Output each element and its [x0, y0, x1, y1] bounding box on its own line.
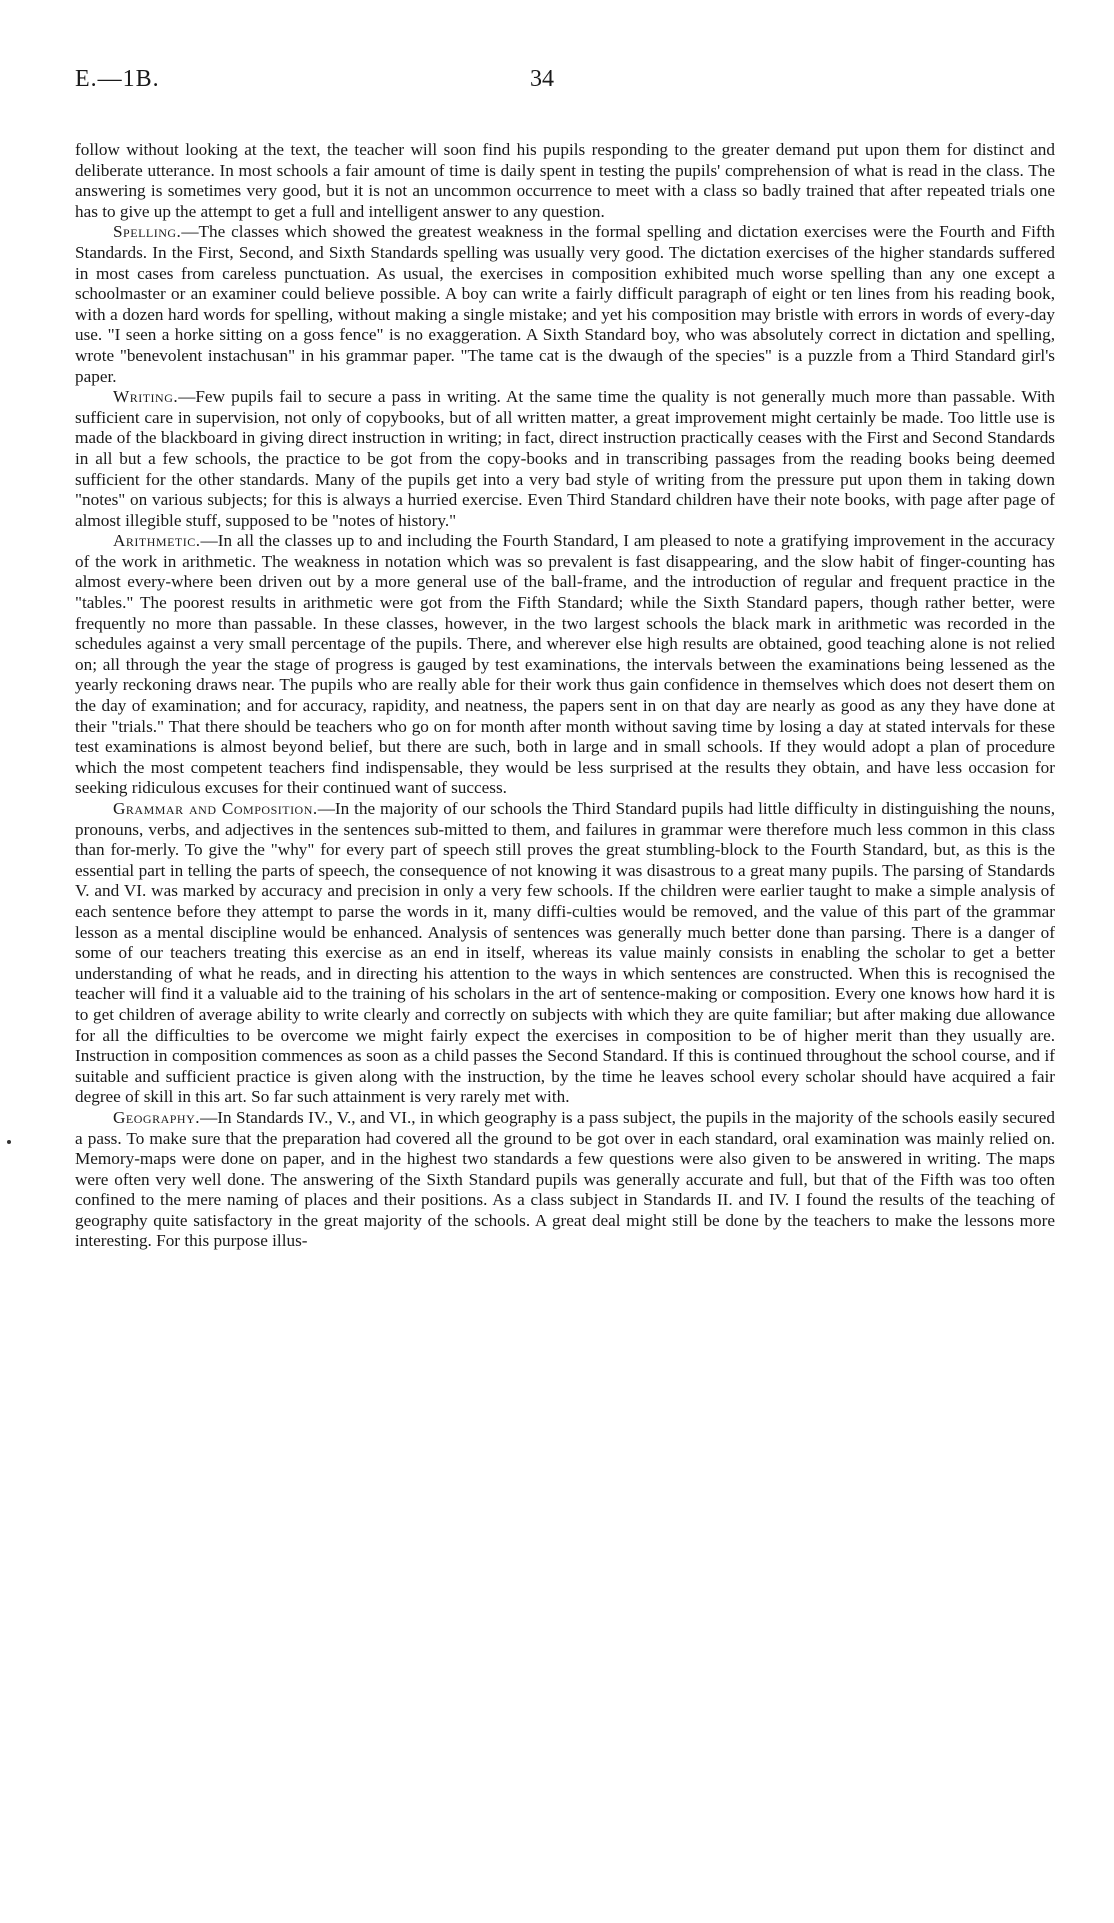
- section-heading-writing: Writing.: [113, 387, 179, 407]
- paragraph-spelling: [75, 222, 1055, 387]
- paragraph-grammar: [75, 799, 1055, 1108]
- section-heading-arithmetic: Arithmetic.: [113, 531, 201, 551]
- paragraph-text: follow without looking at the text, the teacher will soon find his pupils responding to the greater demand put upon them for distinct and deliberate utterance. In most schools a fair amount of time is daily spent in testing the pupils' comprehension of what is read in the class. The answering is sometimes very good, but it is not an uncommon occurrence to meet with a class so badly trained that after repeated trials one has to give up the attempt to get a full and intelligent answer to any question.: [75, 140, 1055, 221]
- paragraph-text: —Few pupils fail to secure a pass in writing. At the same time the quality is not generally much more than passable. With sufficient care in supervision, not only of copybooks, but of all written matter, a great improvement might certainly be made. Too little use is made of the blackboard in giving direct instruction in writing; in fact, direct instruction practically ceases with the First and Second Standards in all but a few schools, the practice to be got from the copy-books and in transcribing passages from the reading books being deemed sufficient for the other standards. Many of the pupils get into a very bad style of writing from the pressure put upon them in taking down "notes" on various subjects; for this is always a hurried exercise. Even Third Standard children have their note books, with page after page of almost illegible stuff, supposed to be "notes of history.": [75, 387, 1055, 530]
- page-body: [75, 140, 1055, 1252]
- margin-ink-dot: [7, 1140, 11, 1144]
- paragraph-geography: [75, 1108, 1055, 1252]
- paragraph-reading-continued: [75, 140, 1055, 222]
- series-code: E.—1B.: [75, 66, 160, 92]
- paragraph-text: —In all the classes up to and including the Fourth Standard, I am pleased to note a gratifying improvement in the accuracy of the work in arithmetic. The weakness in notation which was so prevalent is fast disappearing, and the slow habit of finger-counting has almost every-where been driven out by a more general use of the ball-frame, and the introduction of regular and frequent practice in the "tables." The poorest results in arithmetic were got from the Fifth Standard; while the Sixth Standard papers, though rather better, were frequently no more than passable. In these classes, however, in the two largest schools the black mark in arithmetic was recorded in the schedules against a very small percentage of the pupils. There, and wherever else high results are obtained, good teaching alone is not relied on; all through the year the stage of progress is gauged by test examinations, the intervals between the examinations being lessened as the yearly reckoning draws near. The pupils who are really able for their work thus gain confidence in themselves which does not desert them on the day of examination; and for accuracy, rapidity, and neatness, the papers sent in on that day are nearly as good as any they have done at their "trials." That there should be teachers who go on for month after month without saving time by losing a day at stated intervals for these test examinations is almost beyond belief, but there are such, both in large and in small schools. If they would adopt a plan of procedure which the most competent teachers find indispensable, they would be less surprised at the results they obtain, and have less occasion for seeking ridiculous excuses for their continued want of success.: [75, 531, 1055, 798]
- paragraph-text: —In Standards IV., V., and VI., in which geography is a pass subject, the pupils in the majority of the schools easily secured a pass. To make sure that the preparation had covered all the ground to be got over in each standard, oral examination was mainly relied on. Memory-maps were done on paper, and in the highest two standards a few questions were also given to be answered in writing. The maps were often very well done. The answering of the Sixth Standard pupils was generally accurate and full, but that of the Fifth was too often confined to the mere naming of places and their positions. As a class subject in Standards II. and IV. I found the results of the teaching of geography quite satisfactory in the great majority of the schools. A great deal might still be done by the teachers to make the lessons more interesting. For this purpose illus-: [75, 1107, 1055, 1251]
- section-heading-grammar: Grammar and Composition.: [113, 799, 318, 818]
- section-heading-spelling: Spelling.: [113, 222, 182, 242]
- section-heading-geography: Geography.: [113, 1107, 201, 1127]
- page-header: [75, 66, 1055, 106]
- paragraph-text: —In the majority of our schools the Third Standard pupils had little difficulty in distinguishing the nouns, pronouns, verbs, and adjectives in the sentences sub-mitted to them, and failures in grammar were therefore much less common in this class than for-merly. To give the "why" for every part of speech still proves the great stumbling-block to the Fourth Standard, but, as this is the essential part in telling the parts of speech, the consequence of not knowing it was disastrous to a great many pupils. The parsing of Standards V. and VI. was marked by accuracy and precision in only a very few schools. If the children were earlier taught to make a simple analysis of each sentence before they attempt to parse the words in it, many diffi-culties would be removed, and the value of this part of the grammar lesson as a mental discipline would be enhanced. Analysis of sentences was generally much better done than parsing. There is a danger of some of our teachers treating this exercise as an end in itself, whereas its value mainly consists in enabling the scholar to get a better understanding of what he reads, and in directing his attention to the ways in which sentences are constructed. When this is recognised the teacher will find it a valuable aid to the training of his scholars in the art of sentence-making or composition. Every one knows how hard it is to get children of average ability to write clearly and correctly on subjects with which they are quite familiar; but after making due allowance for all the difficulties to be overcome we might fairly expect the exercises in composition to be of higher merit than they usually are. Instruction in composition commences as soon as a child passes the Second Standard. If this is continued throughout the school course, and if suitable and sufficient practice is given along with the instruction, by the time he leaves school every scholar should have acquired a fair degree of skill in this art. So far such attainment is very rarely met with.: [75, 799, 1056, 1107]
- paragraph-text: —The classes which showed the greatest weakness in the formal spelling and dictation exercises were the Fourth and Fifth Standards. In the First, Second, and Sixth Standards spelling was usually very good. The dictation exercises of the higher standards suffered in most cases from careless punctuation. As usual, the exercises in composition exhibited much worse spelling than any one except a schoolmaster or an examiner could believe possible. A boy can write a fairly difficult paragraph of eight or ten lines from his reading book, with a dozen hard words for spelling, without making a single mistake; and yet his composition may bristle with errors in words of every-day use. "I seen a horke sitting on a goss fence" is no exaggeration. A Sixth Standard boy, who was absolutely correct in dictation and spelling, wrote "benevolent instachusan" in his grammar paper. "The tame cat is the dwaugh of the species" is a puzzle from a Third Standard girl's paper.: [75, 222, 1055, 386]
- page-number: 34: [530, 66, 554, 92]
- paragraph-writing: [75, 387, 1055, 531]
- paragraph-arithmetic: [75, 531, 1055, 799]
